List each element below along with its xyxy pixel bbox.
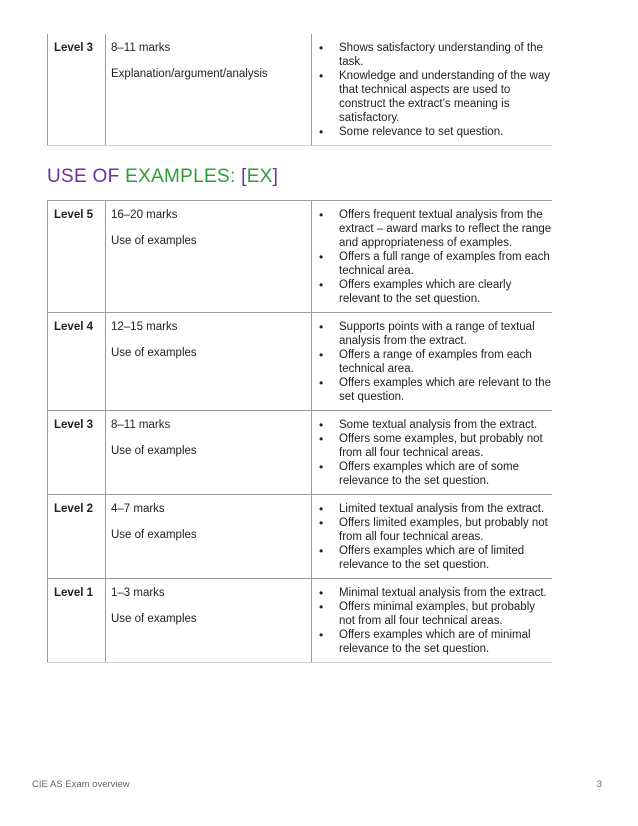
descriptor-bullet: • Offers a full range of examples from each technical area. [339, 250, 552, 278]
assessment-focus: Use of examples [111, 235, 197, 247]
descriptor-cell [312, 495, 553, 579]
top-marking-table [47, 34, 552, 146]
descriptor-list [312, 320, 552, 404]
level-label: Level 3 [48, 34, 106, 146]
level-label: Level 3 [48, 411, 106, 495]
descriptor-bullet: • Offers examples which are relevant to the set question. [339, 376, 552, 404]
footer-page-number: 3 [596, 779, 602, 790]
section-heading [47, 166, 278, 188]
heading-part-use-of: USE OF [47, 166, 126, 187]
marks-range: 8–11 marks [111, 419, 171, 431]
descriptor-bullet: • Minimal textual analysis from the extract. [339, 586, 552, 600]
marks-range: 4–7 marks [111, 503, 165, 515]
descriptor-list [312, 586, 552, 656]
descriptor-bullet: • Supports points with a range of textual analysis from the extract. [339, 320, 552, 348]
marks-cell [106, 201, 312, 313]
descriptor-bullet: • Limited textual analysis from the extract. [339, 502, 552, 516]
level-row [48, 495, 553, 579]
descriptor-bullet: • Offers some examples, but probably not from all four technical areas. [339, 432, 552, 460]
level-label: Level 4 [48, 313, 106, 411]
level-label: Level 1 [48, 579, 106, 663]
heading-part-code: EX [246, 166, 273, 187]
descriptor-bullet: • Offers a range of examples from each technical area. [339, 348, 552, 376]
heading-part-close-bracket: ] [272, 166, 279, 187]
level-row [48, 34, 553, 146]
marks-range: 8–11 marks [111, 42, 171, 54]
descriptor-bullet: • Offers examples which are of limited relevance to the set question. [339, 544, 552, 572]
descriptor-bullet: • Offers limited examples, but probably not from all four technical areas. [339, 516, 552, 544]
descriptor-bullet: • Shows satisfactory understanding of the task. [339, 41, 552, 69]
descriptor-bullet: • Offers examples which are of some relevance to the set question. [339, 460, 552, 488]
examples-marking-table [47, 200, 552, 663]
level-row [48, 579, 553, 663]
descriptor-bullet: • Offers examples which are of minimal relevance to the set question. [339, 628, 552, 656]
descriptor-bullet: • Offers minimal examples, but probably not from all four technical areas. [339, 600, 552, 628]
marks-range: 12–15 marks [111, 321, 178, 333]
descriptor-bullet: • Offers examples which are clearly relevant to the set question. [339, 278, 552, 306]
level-label: Level 5 [48, 201, 106, 313]
assessment-focus: Use of examples [111, 445, 197, 457]
descriptor-list [312, 41, 552, 139]
assessment-focus: Use of examples [111, 529, 197, 541]
descriptor-cell [312, 579, 553, 663]
marks-cell [106, 411, 312, 495]
level-row [48, 411, 553, 495]
marks-cell [106, 579, 312, 663]
marks-range: 1–3 marks [111, 587, 165, 599]
descriptor-cell [312, 34, 553, 146]
level-row [48, 201, 553, 313]
marks-cell [106, 34, 312, 146]
top-table-body [48, 34, 553, 146]
level-row [48, 313, 553, 411]
heading-part-examples: EXAMPLES: [125, 166, 242, 187]
descriptor-list [312, 502, 552, 572]
footer-document-title: CIE AS Exam overview [32, 779, 130, 790]
descriptor-list [312, 208, 552, 306]
descriptor-bullet: • Some textual analysis from the extract. [339, 418, 552, 432]
descriptor-bullet: • Some relevance to set question. [339, 125, 552, 139]
descriptor-cell [312, 411, 553, 495]
marks-cell [106, 495, 312, 579]
level-label: Level 2 [48, 495, 106, 579]
descriptor-bullet: • Knowledge and understanding of the way that technical aspects are used to construct the extract’s meaning is satisfactory. [339, 69, 552, 125]
descriptor-cell [312, 313, 553, 411]
assessment-focus: Use of examples [111, 347, 197, 359]
assessment-focus: Explanation/argument/analysis [111, 68, 268, 80]
descriptor-cell [312, 201, 553, 313]
marks-cell [106, 313, 312, 411]
examples-table-body [48, 201, 553, 663]
descriptor-list [312, 418, 552, 488]
descriptor-bullet: • Offers frequent textual analysis from the extract – award marks to reflect the range and appropriateness of examples. [339, 208, 552, 250]
assessment-focus: Use of examples [111, 613, 197, 625]
heading-part-open-bracket: [ [241, 166, 247, 187]
marks-range: 16–20 marks [111, 209, 178, 221]
